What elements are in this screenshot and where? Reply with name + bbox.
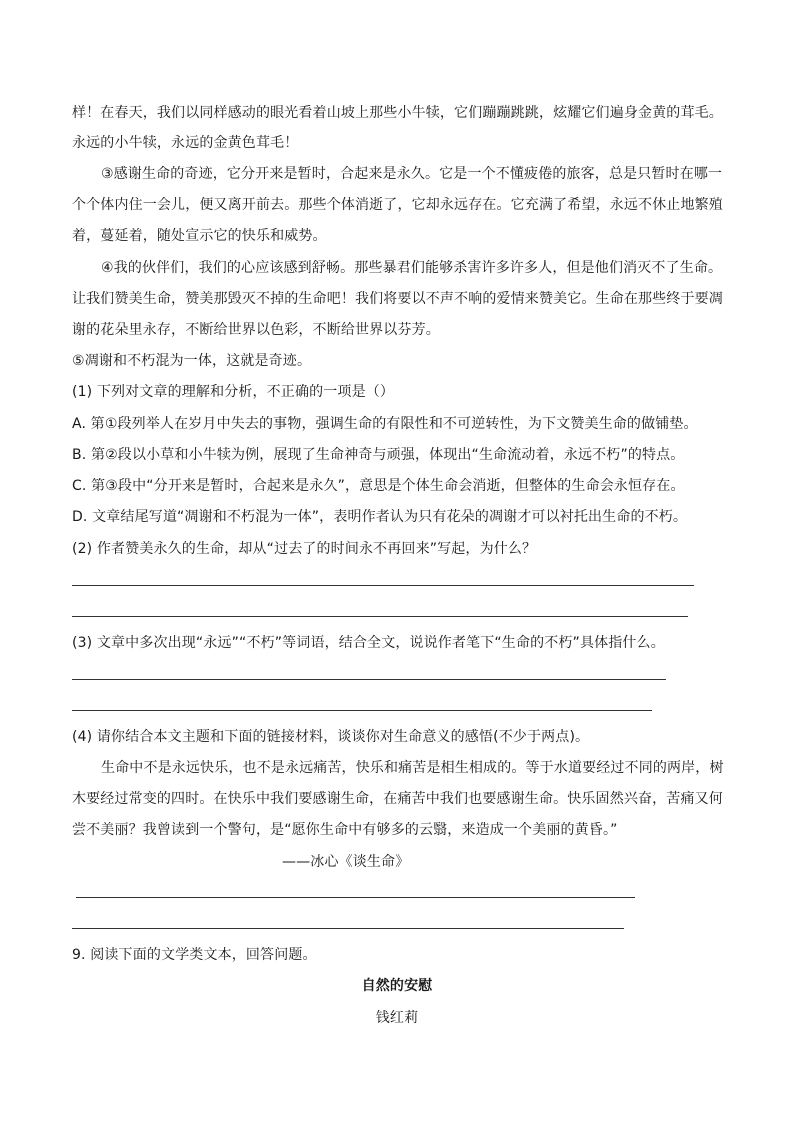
question-4-stem: (4) 请你结合本文主题和下面的链接材料，谈谈你对生命意义的感悟(不少于两点)。 (72, 729, 590, 745)
paragraph-3-line-1: ③感谢生命的奇迹，它分开来是暂时，合起来是永久。它是一个不懂疲倦的旅客，总是只暂时在哪一 (101, 166, 723, 182)
article-title: 自然的安慰 (361, 978, 433, 994)
passage-line-2: 永远的小牛犊，永远的金黄色茸毛！ (72, 135, 299, 151)
question-1-option-b: B. 第②段以小草和小牛犊为例，展现了生命神奇与顽强，体现出“生命流动着，永远不朽”的特点。 (72, 447, 685, 463)
question-2-answer-line-2[interactable] (72, 616, 688, 617)
article-author: 钱红莉 (375, 1010, 419, 1026)
link-material-line-1: 生命中不是永远快乐，也不是永远痛苦，快乐和痛苦是相生相成的。等于水道要经过不同的两岸，树 (101, 760, 724, 776)
question-9-stem: 9. 阅读下面的文学类文本，回答问题。 (72, 947, 317, 963)
passage-line-1: 样！在春天，我们以同样感动的眼光看着山坡上那些小牛犊，它们蹦蹦跳跳，炫耀它们遍身金黄的茸毛。 (72, 105, 723, 121)
link-material-line-3: 尝不美丽？我曾读到一个警句，是“愿你生命中有够多的云翳，来造成一个美丽的黄昏。” (72, 822, 618, 838)
question-3-answer-line-2[interactable] (72, 710, 652, 711)
question-2-stem: (2) 作者赞美永久的生命，却从“过去了的时间永不再回来”写起，为什么？ (72, 541, 537, 557)
paragraph-4-line-3: 谢的花朵里永存，不断给世界以色彩，不断给世界以芬芳。 (72, 322, 440, 338)
question-1-stem: (1) 下列对文章的理解和分析，不正确的一项是（） (72, 384, 395, 400)
question-3-answer-line-1[interactable] (72, 679, 666, 680)
question-1-option-a: A. 第①段列举人在岁月中失去的事物，强调生命的有限性和不可逆转性，为下文赞美生命的做铺垫。 (72, 416, 698, 432)
question-4-answer-line-2[interactable] (72, 928, 624, 929)
link-material-source: ——冰心《谈生命》 (282, 854, 410, 870)
paragraph-4-line-1: ④我的伙伴们，我们的心应该感到舒畅。那些暴君们能够杀害许多许多人，但是他们消灭不了生命。 (101, 260, 723, 276)
paragraph-5: ⑤凋谢和不朽混为一体，这就是奇迹。 (72, 353, 312, 369)
question-2-answer-line-1[interactable] (72, 585, 694, 586)
paragraph-4-line-2: 让我们赞美生命，赞美那毁灭不掉的生命吧！我们将要以不声不响的爱情来赞美它。生命在那些终于要凋 (72, 291, 723, 307)
question-3-stem: (3) 文章中多次出现“永远”“不朽”等词语，结合全文，说说作者笔下“生命的不朽”具体指什么。 (72, 635, 665, 651)
question-4-answer-line-1[interactable] (76, 897, 635, 898)
link-material-line-2: 木要经过常变的四时。在快乐中我们要感谢生命，在痛苦中我们也要感谢生命。快乐固然兴奋，苦痛又何 (72, 791, 723, 807)
question-1-option-d: D. 文章结尾写道“凋谢和不朽混为一体”，表明作者认为只有花朵的凋谢才可以衬托出生命的不朽。 (72, 509, 688, 525)
paragraph-3-line-3: 着，蔓延着，随处宣示它的快乐和威势。 (72, 228, 327, 244)
paragraph-3-line-2: 个个体内住一会儿，便又离开前去。那些个体消逝了，它却永远存在。它充满了希望，永远不休止地繁殖 (72, 197, 723, 213)
question-1-option-c: C. 第③段中“分开来是暂时，合起来是永久”，意思是个体生命会消逝，但整体的生命会永恒存在。 (72, 478, 685, 494)
